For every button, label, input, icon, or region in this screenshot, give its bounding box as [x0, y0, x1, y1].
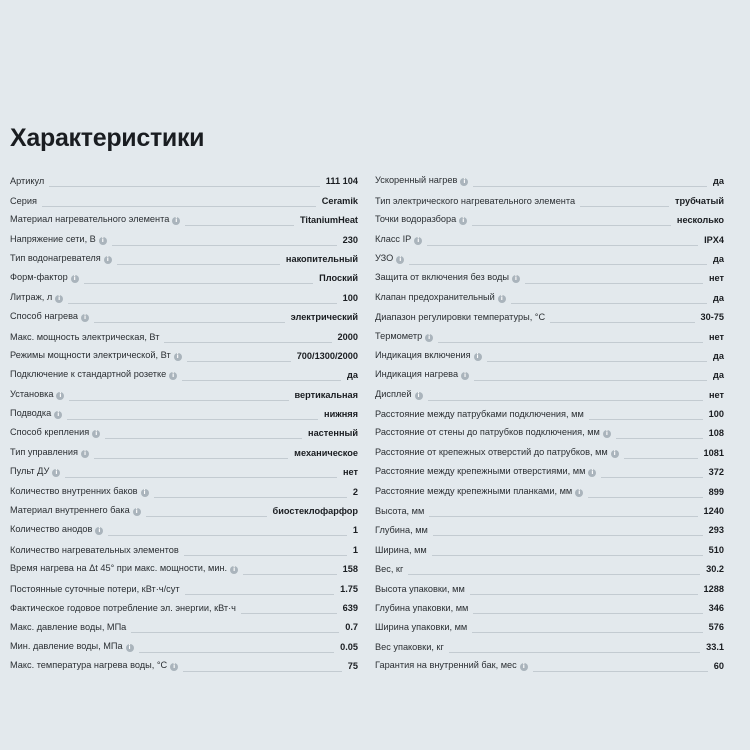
spec-value: 100: [337, 293, 358, 306]
spec-label: [10, 545, 184, 558]
spec-label-text: Способ крепления: [10, 427, 90, 438]
info-icon[interactable]: i: [52, 469, 60, 477]
spec-label: [375, 584, 470, 597]
spec-label: [375, 196, 580, 209]
spec-row: [10, 616, 358, 635]
spec-row: [10, 228, 358, 247]
spec-value: IPX4: [698, 235, 724, 248]
info-icon[interactable]: i: [174, 353, 182, 361]
spec-label-text: Точки водоразбора: [375, 214, 457, 225]
spec-label: [375, 389, 428, 403]
spec-row: [10, 538, 358, 557]
spec-value: 1288: [698, 584, 724, 597]
spec-label-text: Диапазон регулировки температуры, °С: [375, 312, 546, 323]
info-icon[interactable]: i: [575, 489, 583, 497]
spec-label: [375, 427, 616, 441]
spec-label: [10, 253, 117, 267]
spec-row: [375, 248, 724, 267]
spec-label-text: Расстояние от крепежных отверстий до патрубков, мм: [375, 446, 608, 457]
spec-row: [375, 441, 724, 460]
spec-value: 293: [703, 525, 724, 538]
spec-label-text: Расстояние между патрубками подключения, мм: [375, 409, 584, 420]
info-icon[interactable]: i: [603, 430, 611, 438]
spec-label-text: Тип управления: [10, 446, 78, 457]
spec-row: [10, 267, 358, 286]
spec-label: [375, 660, 533, 674]
spec-label-text: Литраж, л: [10, 291, 53, 302]
spec-label: [10, 427, 105, 441]
spec-value: 230: [337, 235, 358, 248]
spec-label-text: Количество нагревательных элементов: [10, 544, 179, 555]
spec-label-text: Напряжение сети, В: [10, 233, 96, 244]
spec-label-text: Форм-фактор: [10, 272, 68, 283]
spec-value: 2: [347, 487, 358, 500]
page-title: Характеристики: [10, 124, 205, 152]
spec-value: 639: [337, 603, 358, 616]
spec-value: 2000: [332, 332, 358, 345]
spec-value: 1: [347, 545, 358, 558]
spec-label-text: УЗО: [375, 252, 394, 263]
spec-label-text: Высота, мм: [375, 506, 425, 517]
spec-row: [375, 209, 724, 228]
spec-row: [10, 461, 358, 480]
spec-label: [375, 175, 473, 189]
specs-left-column: [10, 170, 358, 674]
spec-label-text: Количество внутренних баков: [10, 485, 138, 496]
spec-label: [375, 350, 487, 364]
spec-label: [10, 408, 67, 422]
spec-label: [10, 272, 84, 286]
spec-label-text: Постоянные суточные потери, кВт·ч/сут: [10, 583, 180, 594]
spec-row: [10, 558, 358, 577]
spec-label-text: Макс. мощность электрическая, Вт: [10, 331, 160, 342]
spec-row: [375, 577, 724, 596]
spec-label: [375, 292, 511, 306]
info-icon[interactable]: i: [133, 508, 141, 516]
spec-row: [10, 325, 358, 344]
info-icon[interactable]: i: [461, 372, 469, 380]
spec-label: [10, 603, 241, 616]
spec-label-text: Установка: [10, 388, 54, 399]
spec-label-text: Артикул: [10, 176, 45, 187]
spec-row: [10, 209, 358, 228]
spec-value: трубчатый: [669, 196, 724, 209]
spec-row: [375, 597, 724, 616]
spec-row: [10, 500, 358, 519]
spec-row: [10, 480, 358, 499]
info-icon[interactable]: i: [512, 275, 520, 283]
info-icon[interactable]: i: [55, 295, 63, 303]
spec-label-text: Расстояние между крепежными отверстиями, мм: [375, 466, 586, 477]
info-icon[interactable]: i: [415, 392, 423, 400]
spec-label: [375, 545, 432, 558]
spec-label: [10, 292, 68, 306]
spec-value: 1.75: [334, 584, 358, 597]
spec-row: [375, 306, 724, 325]
spec-value: 60: [708, 661, 724, 674]
spec-row: [10, 635, 358, 654]
spec-label: [10, 563, 243, 577]
spec-label: [10, 369, 182, 383]
spec-label: [375, 331, 438, 345]
spec-row: [10, 306, 358, 325]
spec-label: [10, 584, 185, 597]
info-icon[interactable]: i: [170, 663, 178, 671]
spec-label: [375, 564, 408, 577]
spec-label-text: Расстояние между крепежными планками, мм: [375, 485, 573, 496]
spec-label: [10, 389, 69, 403]
spec-label-text: Ширина, мм: [375, 544, 427, 555]
info-icon[interactable]: i: [141, 489, 149, 497]
spec-value: 1081: [698, 448, 724, 461]
spec-value: 100: [703, 409, 724, 422]
info-icon[interactable]: i: [425, 334, 433, 342]
specs-right-column: [375, 170, 724, 674]
spec-label-text: Класс IP: [375, 233, 412, 244]
spec-label: [375, 234, 427, 248]
spec-row: [10, 345, 358, 364]
spec-row: [375, 461, 724, 480]
spec-row: [10, 189, 358, 208]
info-icon[interactable]: i: [520, 663, 528, 671]
spec-value: накопительный: [280, 254, 358, 267]
spec-label-text: Режимы мощности электрической, Вт: [10, 349, 171, 360]
spec-value: нет: [703, 390, 724, 403]
spec-label-text: Ширина упаковки, мм: [375, 622, 468, 633]
info-icon[interactable]: i: [54, 411, 62, 419]
spec-label-text: Подводка: [10, 408, 52, 419]
spec-row: [10, 422, 358, 441]
spec-row: [375, 655, 724, 674]
spec-value: 899: [703, 487, 724, 500]
spec-label-text: Материал нагревательного элемента: [10, 214, 170, 225]
spec-value: вертикальная: [289, 390, 359, 403]
spec-row: [375, 189, 724, 208]
spec-label: [375, 525, 433, 538]
spec-value: 30.2: [700, 564, 724, 577]
spec-value: да: [707, 351, 724, 364]
spec-row: [375, 286, 724, 305]
spec-label-text: Количество анодов: [10, 524, 93, 535]
spec-label-text: Материал внутреннего бака: [10, 505, 130, 516]
info-icon[interactable]: i: [498, 295, 506, 303]
spec-label: [10, 311, 94, 325]
info-icon[interactable]: i: [95, 527, 103, 535]
info-icon[interactable]: i: [92, 430, 100, 438]
spec-value: да: [707, 254, 724, 267]
spec-label-text: Глубина, мм: [375, 525, 428, 536]
spec-label: [10, 447, 94, 461]
spec-label: [375, 622, 472, 635]
spec-label: [10, 486, 154, 500]
spec-label: [10, 196, 42, 209]
spec-label-text: Макс. температура нагрева воды, °С: [10, 660, 168, 671]
spec-label: [10, 234, 112, 248]
spec-value: Ceramik: [316, 196, 358, 209]
spec-row: [10, 383, 358, 402]
spec-row: [375, 325, 724, 344]
spec-value: 372: [703, 467, 724, 480]
spec-label-text: Мин. давление воды, МПа: [10, 640, 123, 651]
spec-value: 1240: [698, 506, 724, 519]
spec-row: [10, 519, 358, 538]
spec-value: 158: [337, 564, 358, 577]
info-icon[interactable]: i: [172, 217, 180, 225]
spec-row: [10, 364, 358, 383]
spec-row: [375, 345, 724, 364]
info-icon[interactable]: i: [56, 392, 64, 400]
spec-row: [375, 480, 724, 499]
spec-label: [10, 466, 65, 480]
spec-row: [375, 500, 724, 519]
spec-row: [10, 403, 358, 422]
spec-label-text: Защита от включения без воды: [375, 272, 509, 283]
spec-value: TitaniumHeat: [294, 215, 358, 228]
spec-label-text: Термометр: [375, 330, 423, 341]
spec-row: [10, 441, 358, 460]
spec-label: [10, 332, 164, 345]
spec-label: [10, 176, 49, 189]
spec-label-text: Тип водонагревателя: [10, 252, 101, 263]
info-icon[interactable]: i: [99, 237, 107, 245]
spec-value: нижняя: [318, 409, 358, 422]
spec-value: нет: [337, 467, 358, 480]
spec-row: [375, 383, 724, 402]
spec-label: [375, 466, 601, 480]
spec-value: электрический: [285, 312, 358, 325]
spec-value: 510: [703, 545, 724, 558]
spec-label: [375, 506, 429, 519]
spec-row: [375, 364, 724, 383]
spec-label: [10, 524, 108, 538]
spec-label-text: Пульт ДУ: [10, 466, 50, 477]
info-icon[interactable]: i: [169, 372, 177, 380]
info-icon[interactable]: i: [230, 566, 238, 574]
spec-label: [375, 603, 473, 616]
spec-value: несколько: [671, 215, 724, 228]
spec-label-text: Высота упаковки, мм: [375, 583, 465, 594]
spec-label: [375, 272, 525, 286]
spec-label: [375, 214, 472, 228]
spec-row: [375, 403, 724, 422]
info-icon[interactable]: i: [104, 256, 112, 264]
spec-row: [10, 286, 358, 305]
spec-label: [10, 214, 185, 228]
spec-label-text: Вес, кг: [375, 564, 404, 575]
info-icon[interactable]: i: [81, 450, 89, 458]
spec-label: [375, 369, 474, 383]
spec-label: [10, 660, 183, 674]
spec-label: [375, 409, 589, 422]
spec-value: 30-75: [695, 312, 725, 325]
spec-label: [10, 350, 187, 364]
spec-label-text: Фактическое годовое потребление эл. энергии, кВт·ч: [10, 602, 236, 613]
spec-label-text: Ускоренный нагрев: [375, 175, 458, 186]
spec-value: да: [707, 176, 724, 189]
spec-label-text: Вес упаковки, кг: [375, 641, 444, 652]
spec-label-text: Серия: [10, 195, 37, 206]
spec-label: [375, 486, 588, 500]
spec-value: настенный: [302, 428, 358, 441]
spec-row: [375, 635, 724, 654]
spec-label: [375, 312, 550, 325]
spec-row: [375, 267, 724, 286]
spec-row: [375, 538, 724, 557]
spec-row: [10, 655, 358, 674]
spec-label: [375, 642, 449, 655]
spec-label-text: Индикация нагрева: [375, 369, 459, 380]
spec-row: [375, 558, 724, 577]
spec-value: 108: [703, 428, 724, 441]
spec-value: Плоский: [313, 273, 358, 286]
spec-label-text: Тип электрического нагревательного элемента: [375, 195, 576, 206]
spec-row: [375, 519, 724, 538]
spec-value: нет: [703, 273, 724, 286]
spec-value: 1: [347, 525, 358, 538]
spec-row: [375, 228, 724, 247]
info-icon[interactable]: i: [460, 178, 468, 186]
spec-label: [10, 505, 146, 519]
spec-value: 346: [703, 603, 724, 616]
info-icon[interactable]: i: [71, 275, 79, 283]
spec-value: да: [707, 293, 724, 306]
spec-label-text: Способ нагрева: [10, 311, 78, 322]
spec-row: [10, 248, 358, 267]
spec-value: 700/1300/2000: [291, 351, 358, 364]
spec-label: [10, 622, 131, 635]
info-icon[interactable]: i: [396, 256, 404, 264]
spec-row: [10, 577, 358, 596]
spec-row: [375, 170, 724, 189]
spec-value: нет: [703, 332, 724, 345]
spec-value: 576: [703, 622, 724, 635]
spec-label-text: Индикация включения: [375, 349, 471, 360]
spec-value: да: [341, 370, 358, 383]
spec-label-text: Глубина упаковки, мм: [375, 602, 469, 613]
info-icon[interactable]: i: [611, 450, 619, 458]
info-icon[interactable]: i: [81, 314, 89, 322]
spec-label-text: Гарантия на внутренний бак, мес: [375, 660, 517, 671]
spec-row: [10, 597, 358, 616]
spec-label-text: Подключение к стандартной розетке: [10, 369, 167, 380]
spec-label: [10, 641, 139, 655]
spec-label-text: Клапан предохранительный: [375, 291, 495, 302]
spec-row: [375, 616, 724, 635]
spec-label-text: Макс. давление воды, МПа: [10, 622, 127, 633]
spec-value: 33.1: [700, 642, 724, 655]
info-icon[interactable]: i: [588, 469, 596, 477]
info-icon[interactable]: i: [414, 237, 422, 245]
spec-label: [375, 447, 624, 461]
spec-label-text: Расстояние от стены до патрубков подключения, мм: [375, 427, 600, 438]
info-icon[interactable]: i: [126, 644, 134, 652]
spec-label: [375, 253, 409, 267]
spec-value: 111 104: [320, 176, 358, 189]
spec-row: [10, 170, 358, 189]
spec-value: 0.7: [339, 622, 358, 635]
spec-row: [375, 422, 724, 441]
spec-value: 75: [342, 661, 358, 674]
spec-label-text: Дисплей: [375, 388, 412, 399]
info-icon[interactable]: i: [459, 217, 467, 225]
spec-value: 0.05: [334, 642, 358, 655]
spec-value: биостеклофарфор: [267, 506, 358, 519]
spec-value: механическое: [288, 448, 358, 461]
info-icon[interactable]: i: [474, 353, 482, 361]
spec-value: да: [707, 370, 724, 383]
spec-label-text: Время нагрева на Δt 45° при макс. мощности, мин.: [10, 563, 228, 574]
